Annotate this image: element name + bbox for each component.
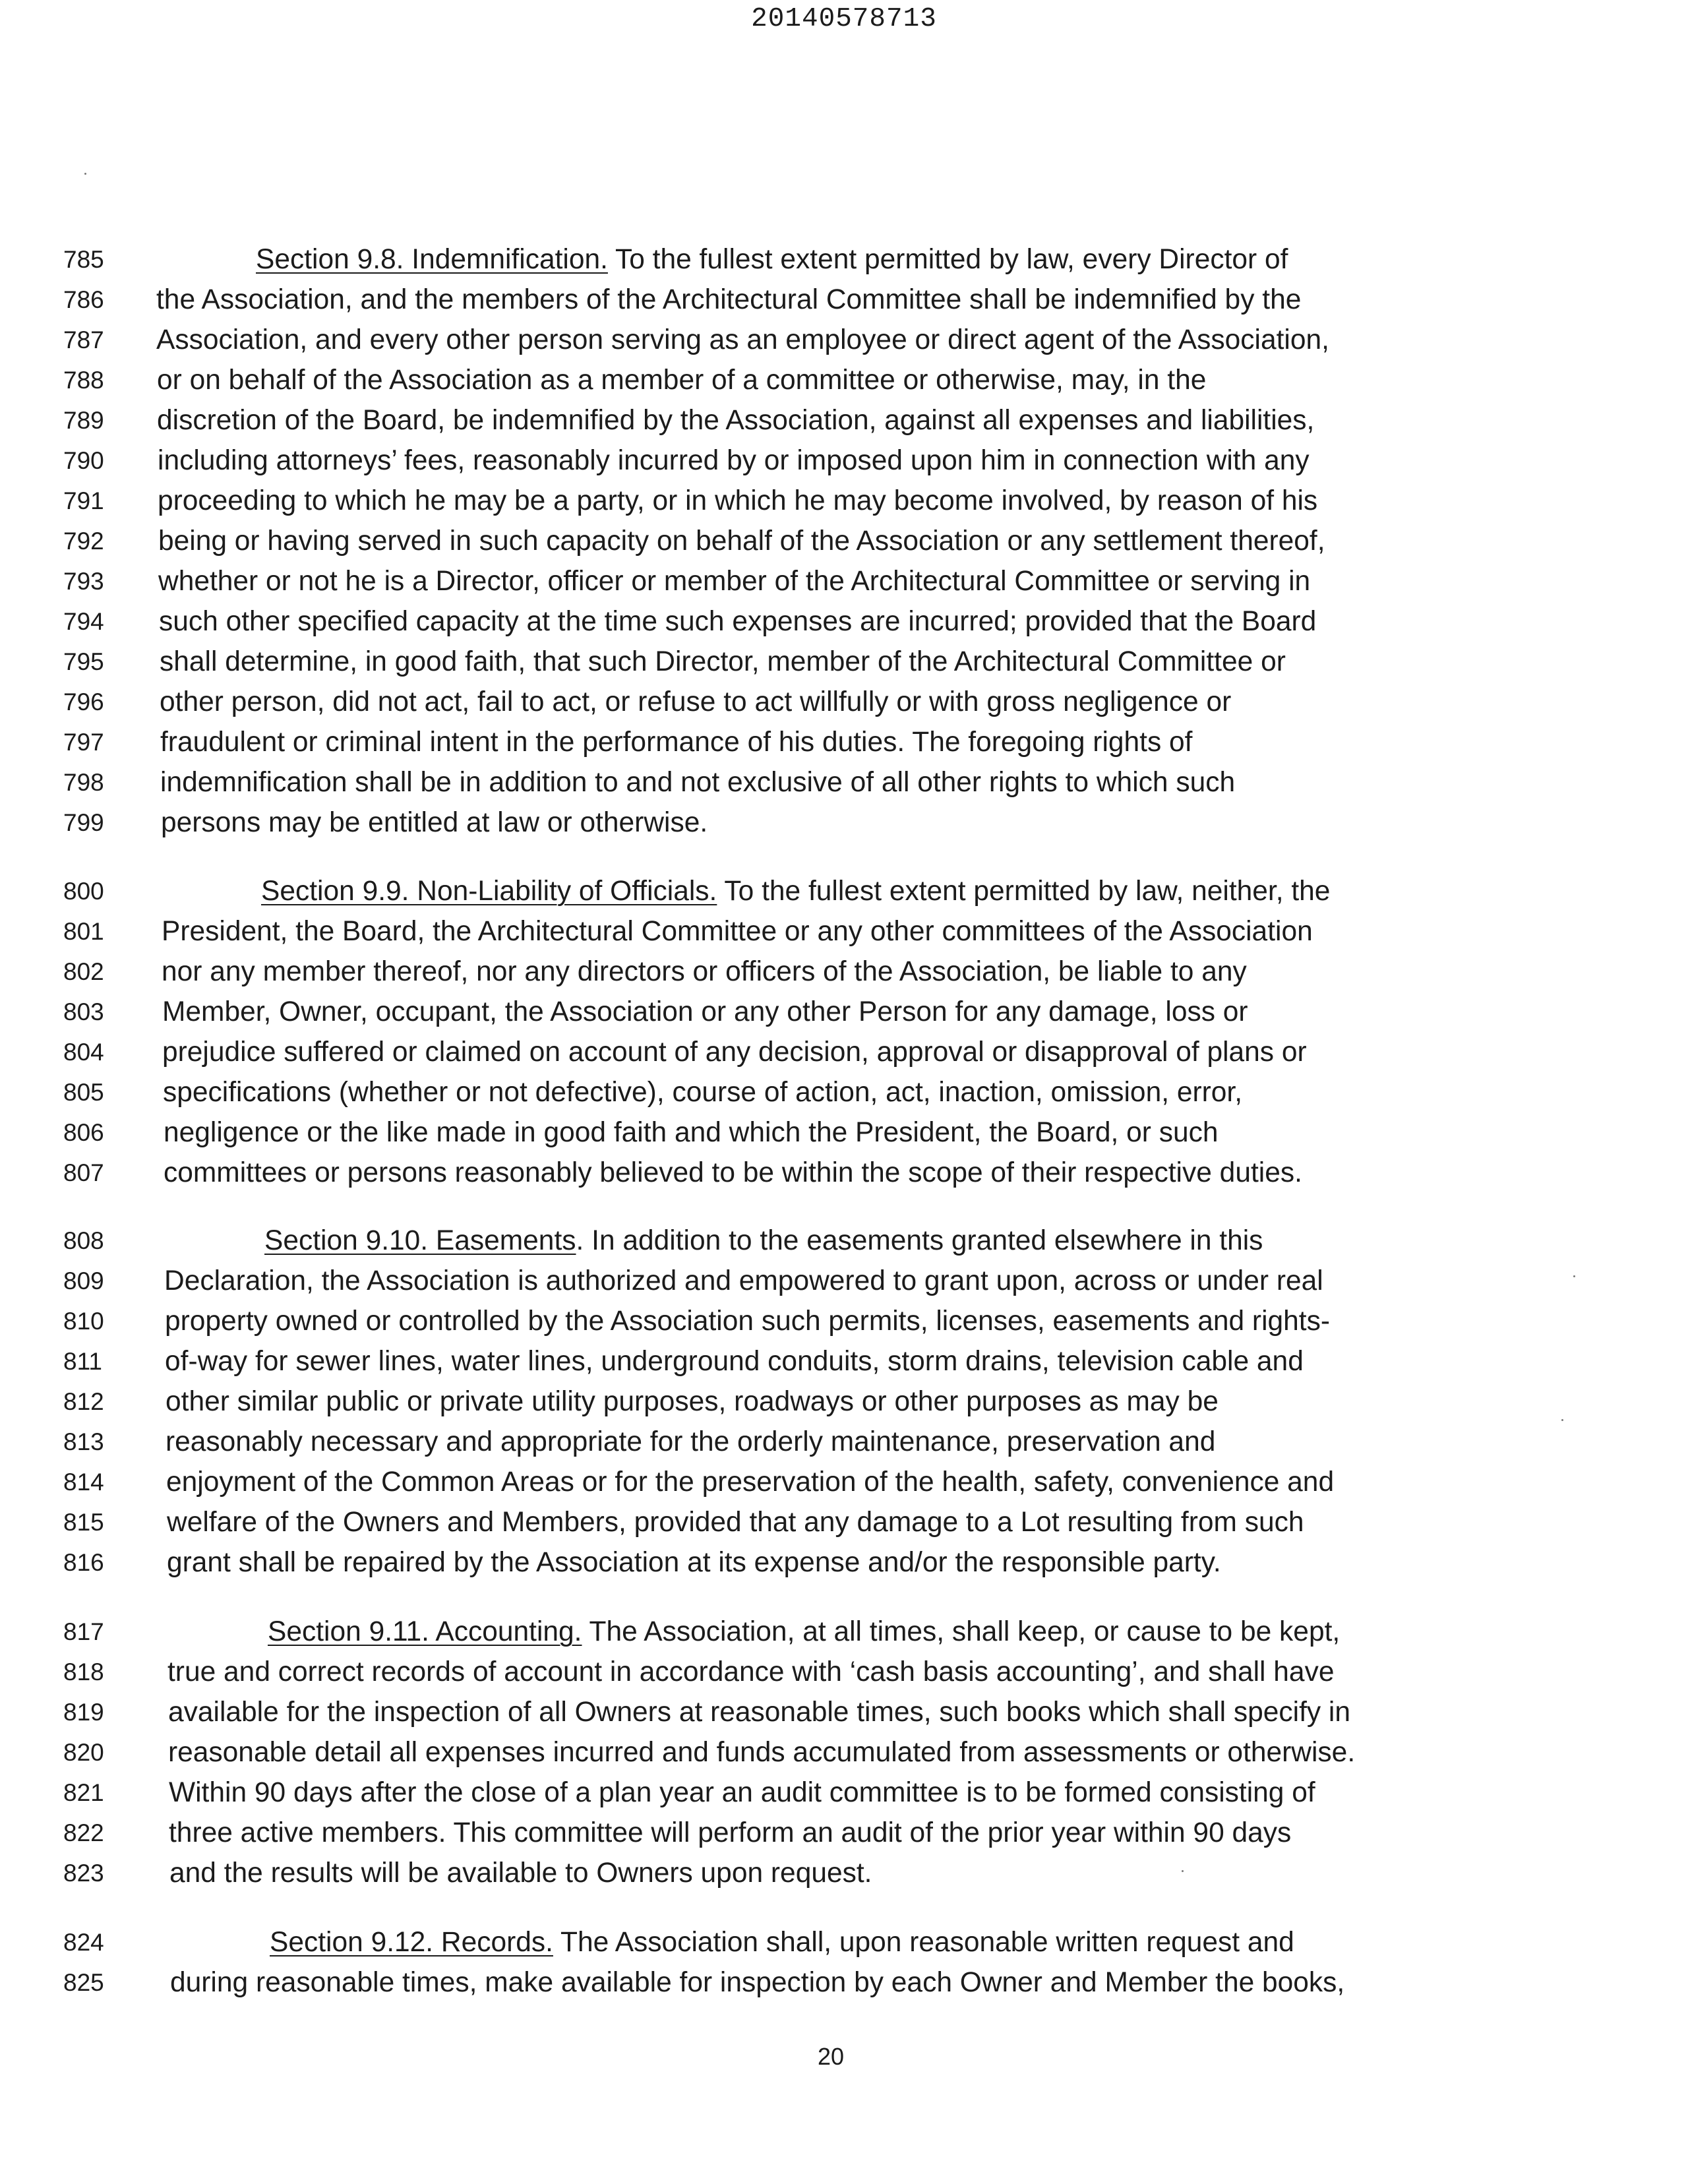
text-line: [0, 1113, 1596, 1153]
line-text: [163, 1073, 1242, 1112]
line-number: 821: [63, 1779, 104, 1806]
text-line: [0, 401, 1596, 440]
line-text: [268, 1612, 1340, 1652]
line-number: 822: [63, 1819, 104, 1846]
line-number: 825: [63, 1969, 104, 1996]
line-number: 813: [63, 1428, 104, 1455]
section-heading: Section 9.9. Non-Liability of Officials.: [261, 876, 717, 907]
line-number: 805: [63, 1079, 104, 1106]
text-line: [0, 1733, 1596, 1773]
line-body: To the fullest extent permitted by law, every Director of: [607, 244, 1288, 275]
line-number: 808: [63, 1227, 104, 1254]
line-body: The Association, at all times, shall keep, or cause to be kept,: [582, 1616, 1341, 1647]
line-body: committees or persons reasonably believed to be within the scope of their respective duties.: [164, 1157, 1302, 1188]
line-body: the Association, and the members of the Architectural Committee shall be indemnified by the: [156, 284, 1302, 315]
line-number: 812: [63, 1388, 104, 1415]
line-text: [158, 441, 1310, 481]
line-body: specifications (whether or not defective), course of action, act, inaction, omission, error,: [163, 1077, 1243, 1108]
line-number: 819: [63, 1699, 104, 1726]
page-number: 20: [817, 2043, 845, 2070]
line-body: and the results will be available to Owners upon request.: [169, 1858, 872, 1889]
line-number: 811: [63, 1348, 102, 1375]
line-text: [168, 1733, 1355, 1773]
text-line: [0, 361, 1596, 400]
line-body: Association, and every other person serving as an employee or direct agent of the Association,: [156, 324, 1329, 355]
line-text: [157, 361, 1206, 400]
line-number: 801: [63, 918, 104, 945]
line-number: 788: [63, 367, 104, 394]
text-line: [0, 1261, 1596, 1301]
section-heading: Section 9.10. Easements: [264, 1225, 576, 1256]
line-number: 803: [63, 998, 104, 1025]
text-line: [0, 682, 1596, 722]
line-body: whether or not he is a Director, officer or member of the Architectural Committee or serving in: [158, 566, 1311, 597]
text-line: [0, 1073, 1596, 1112]
line-number: 814: [63, 1469, 104, 1496]
line-body: property owned or controlled by the Association such permits, licenses, easements and rights-: [165, 1306, 1331, 1337]
line-number: 820: [63, 1739, 104, 1766]
line-text: [264, 1221, 1263, 1261]
line-body: persons may be entitled at law or otherwise.: [161, 807, 708, 838]
text-line: [0, 602, 1596, 642]
line-text: [161, 803, 708, 843]
line-number: 790: [63, 447, 104, 474]
line-text: [165, 1302, 1330, 1341]
text-line: [0, 1854, 1596, 1893]
line-text: [168, 1693, 1350, 1732]
line-body: fraudulent or criminal intent in the performance of his duties. The foregoing rights of: [160, 727, 1193, 758]
line-number: 809: [63, 1267, 104, 1294]
line-body: enjoyment of the Common Areas or for the preservation of the health, safety, convenience and: [166, 1467, 1335, 1498]
section-heading: Section 9.8. Indemnification.: [256, 244, 608, 275]
line-text: [166, 1382, 1219, 1422]
line-text: [158, 522, 1325, 561]
line-text: [169, 1854, 872, 1893]
text-line: [0, 1382, 1596, 1422]
text-line: [0, 803, 1596, 843]
document-number: 20140578713: [751, 4, 937, 34]
line-body: three active members. This committee will perform an audit of the prior year within 90 days: [169, 1817, 1292, 1848]
scan-speck: [84, 173, 86, 175]
text-line: [0, 1773, 1596, 1813]
line-text: [162, 992, 1248, 1032]
text-line: [0, 992, 1596, 1032]
line-text: [164, 1113, 1218, 1153]
line-number: 787: [63, 326, 104, 353]
line-body: The Association shall, upon reasonable written request and: [553, 1927, 1294, 1958]
line-number: 800: [63, 878, 104, 905]
line-body: indemnification shall be in addition to and not exclusive of all other rights to which such: [160, 767, 1236, 798]
line-text: [167, 1653, 1334, 1692]
text-line: [0, 280, 1596, 320]
line-text: [169, 1773, 1315, 1813]
line-number: 799: [63, 809, 104, 836]
line-body: discretion of the Board, be indemnified by the Association, against all expenses and liabilities,: [157, 405, 1315, 436]
line-body: Within 90 days after the close of a plan year an audit committee is to be formed consisting of: [169, 1777, 1315, 1808]
line-body: including attorneys’ fees, reasonably incurred by or imposed upon him in connection with any: [158, 445, 1310, 476]
text-line: [0, 320, 1596, 360]
line-number: 795: [63, 648, 104, 675]
line-body: proceeding to which he may be a party, or in which he may become involved, by reason of his: [158, 485, 1318, 516]
text-line: [0, 1963, 1596, 2003]
text-line: [0, 912, 1596, 952]
text-line: [0, 1543, 1596, 1583]
line-number: 807: [63, 1159, 104, 1186]
text-line: [0, 642, 1596, 682]
line-text: [270, 1923, 1294, 1962]
text-line: [0, 1653, 1596, 1692]
line-text: [156, 280, 1301, 320]
line-number: 791: [63, 487, 104, 514]
line-text: [261, 872, 1330, 911]
line-number: 793: [63, 568, 104, 595]
line-text: [162, 1033, 1307, 1072]
text-line: [0, 1503, 1596, 1542]
line-text: [166, 1422, 1215, 1462]
text-line: [0, 872, 1596, 911]
text-line: [0, 522, 1596, 561]
line-text: [156, 320, 1329, 360]
text-line: [0, 1463, 1596, 1502]
text-line: [0, 1221, 1596, 1261]
line-number: 824: [63, 1929, 104, 1956]
text-line: [0, 952, 1596, 992]
line-text: [165, 1342, 1304, 1381]
line-body: Member, Owner, occupant, the Association or any other Person for any damage, loss or: [162, 996, 1248, 1027]
line-number: 815: [63, 1509, 104, 1536]
line-text: [164, 1261, 1323, 1301]
line-body: Declaration, the Association is authorized and empowered to grant upon, across or under real: [164, 1265, 1323, 1296]
line-text: [167, 1543, 1221, 1583]
line-body: grant shall be repaired by the Association at its expense and/or the responsible party.: [167, 1547, 1221, 1578]
text-line: [0, 481, 1596, 521]
line-number: 796: [63, 688, 104, 715]
line-body: prejudice suffered or claimed on account of any decision, approval or disapproval of plans or: [162, 1037, 1307, 1068]
line-text: [157, 401, 1314, 440]
text-line: [0, 1813, 1596, 1853]
line-body: nor any member thereof, nor any directors or officers of the Association, be liable to any: [162, 956, 1247, 987]
line-text: [256, 240, 1288, 280]
line-text: [158, 562, 1310, 601]
line-body: reasonable detail all expenses incurred and funds accumulated from assessments or otherwise.: [168, 1737, 1356, 1768]
line-text: [159, 602, 1316, 642]
line-text: [160, 642, 1286, 682]
line-number: 794: [63, 608, 104, 635]
line-number: 789: [63, 407, 104, 434]
line-number: 797: [63, 729, 104, 756]
section-heading: Section 9.11. Accounting.: [268, 1616, 582, 1647]
scan-speck: [1182, 1870, 1184, 1872]
line-body: or on behalf of the Association as a member of a committee or otherwise, may, in the: [157, 365, 1207, 396]
line-text: [160, 723, 1193, 762]
line-body: reasonably necessary and appropriate for the orderly maintenance, preservation and: [166, 1426, 1216, 1457]
line-number: 798: [63, 769, 104, 796]
line-body: negligence or the like made in good faith and which the President, the Board, or such: [164, 1117, 1219, 1148]
line-text: [170, 1963, 1344, 2003]
line-body: of-way for sewer lines, water lines, underground conduits, storm drains, television cable and: [165, 1346, 1304, 1377]
line-body: President, the Board, the Architectural Committee or any other committees of the Association: [162, 916, 1313, 947]
text-line: [0, 1422, 1596, 1462]
text-line: [0, 1612, 1596, 1652]
line-number: 804: [63, 1039, 104, 1066]
line-body: . In addition to the easements granted elsewhere in this: [576, 1225, 1263, 1256]
line-text: [167, 1503, 1304, 1542]
line-body: such other specified capacity at the time such expenses are incurred; provided that the Board: [159, 606, 1317, 637]
line-text: [169, 1813, 1291, 1853]
line-number: 810: [63, 1308, 104, 1335]
line-body: other similar public or private utility purposes, roadways or other purposes as may be: [166, 1386, 1219, 1417]
text-line: [0, 1153, 1596, 1193]
text-line: [0, 562, 1596, 601]
line-number: 792: [63, 528, 104, 555]
line-body: during reasonable times, make available for inspection by each Owner and Member the books,: [170, 1967, 1345, 1998]
line-body: available for the inspection of all Owners at reasonable times, such books which shall specify in: [168, 1697, 1351, 1728]
line-number: 823: [63, 1860, 104, 1887]
line-number: 806: [63, 1119, 104, 1146]
line-text: [158, 481, 1317, 521]
line-text: [162, 952, 1247, 992]
line-text: [164, 1153, 1302, 1193]
text-line: [0, 763, 1596, 803]
line-body: To the fullest extent permitted by law, neither, the: [717, 876, 1331, 907]
text-line: [0, 240, 1596, 280]
section-heading: Section 9.12. Records.: [270, 1927, 553, 1958]
line-body: other person, did not act, fail to act, or refuse to act willfully or with gross negligence or: [160, 686, 1232, 717]
text-line: [0, 1923, 1596, 1962]
text-line: [0, 1342, 1596, 1381]
scan-speck: [1573, 1275, 1575, 1277]
text-line: [0, 1693, 1596, 1732]
line-number: 785: [63, 246, 104, 273]
line-body: shall determine, in good faith, that such Director, member of the Architectural Committee or: [160, 646, 1286, 677]
line-text: [160, 682, 1231, 722]
text-line: [0, 1302, 1596, 1341]
text-line: [0, 723, 1596, 762]
line-number: 802: [63, 958, 104, 985]
line-text: [162, 912, 1313, 952]
text-line: [0, 441, 1596, 481]
line-text: [166, 1463, 1334, 1502]
scan-speck: [1561, 1419, 1563, 1421]
line-number: 818: [63, 1658, 104, 1685]
text-line: [0, 1033, 1596, 1072]
line-text: [160, 763, 1235, 803]
line-number: 817: [63, 1618, 104, 1645]
line-number: 816: [63, 1549, 104, 1576]
line-body: true and correct records of account in accordance with ‘cash basis accounting’, and shall have: [167, 1656, 1335, 1687]
line-body: welfare of the Owners and Members, provided that any damage to a Lot resulting from such: [167, 1507, 1304, 1538]
line-number: 786: [63, 286, 104, 313]
line-body: being or having served in such capacity on behalf of the Association or any settlement thereof,: [158, 526, 1325, 557]
